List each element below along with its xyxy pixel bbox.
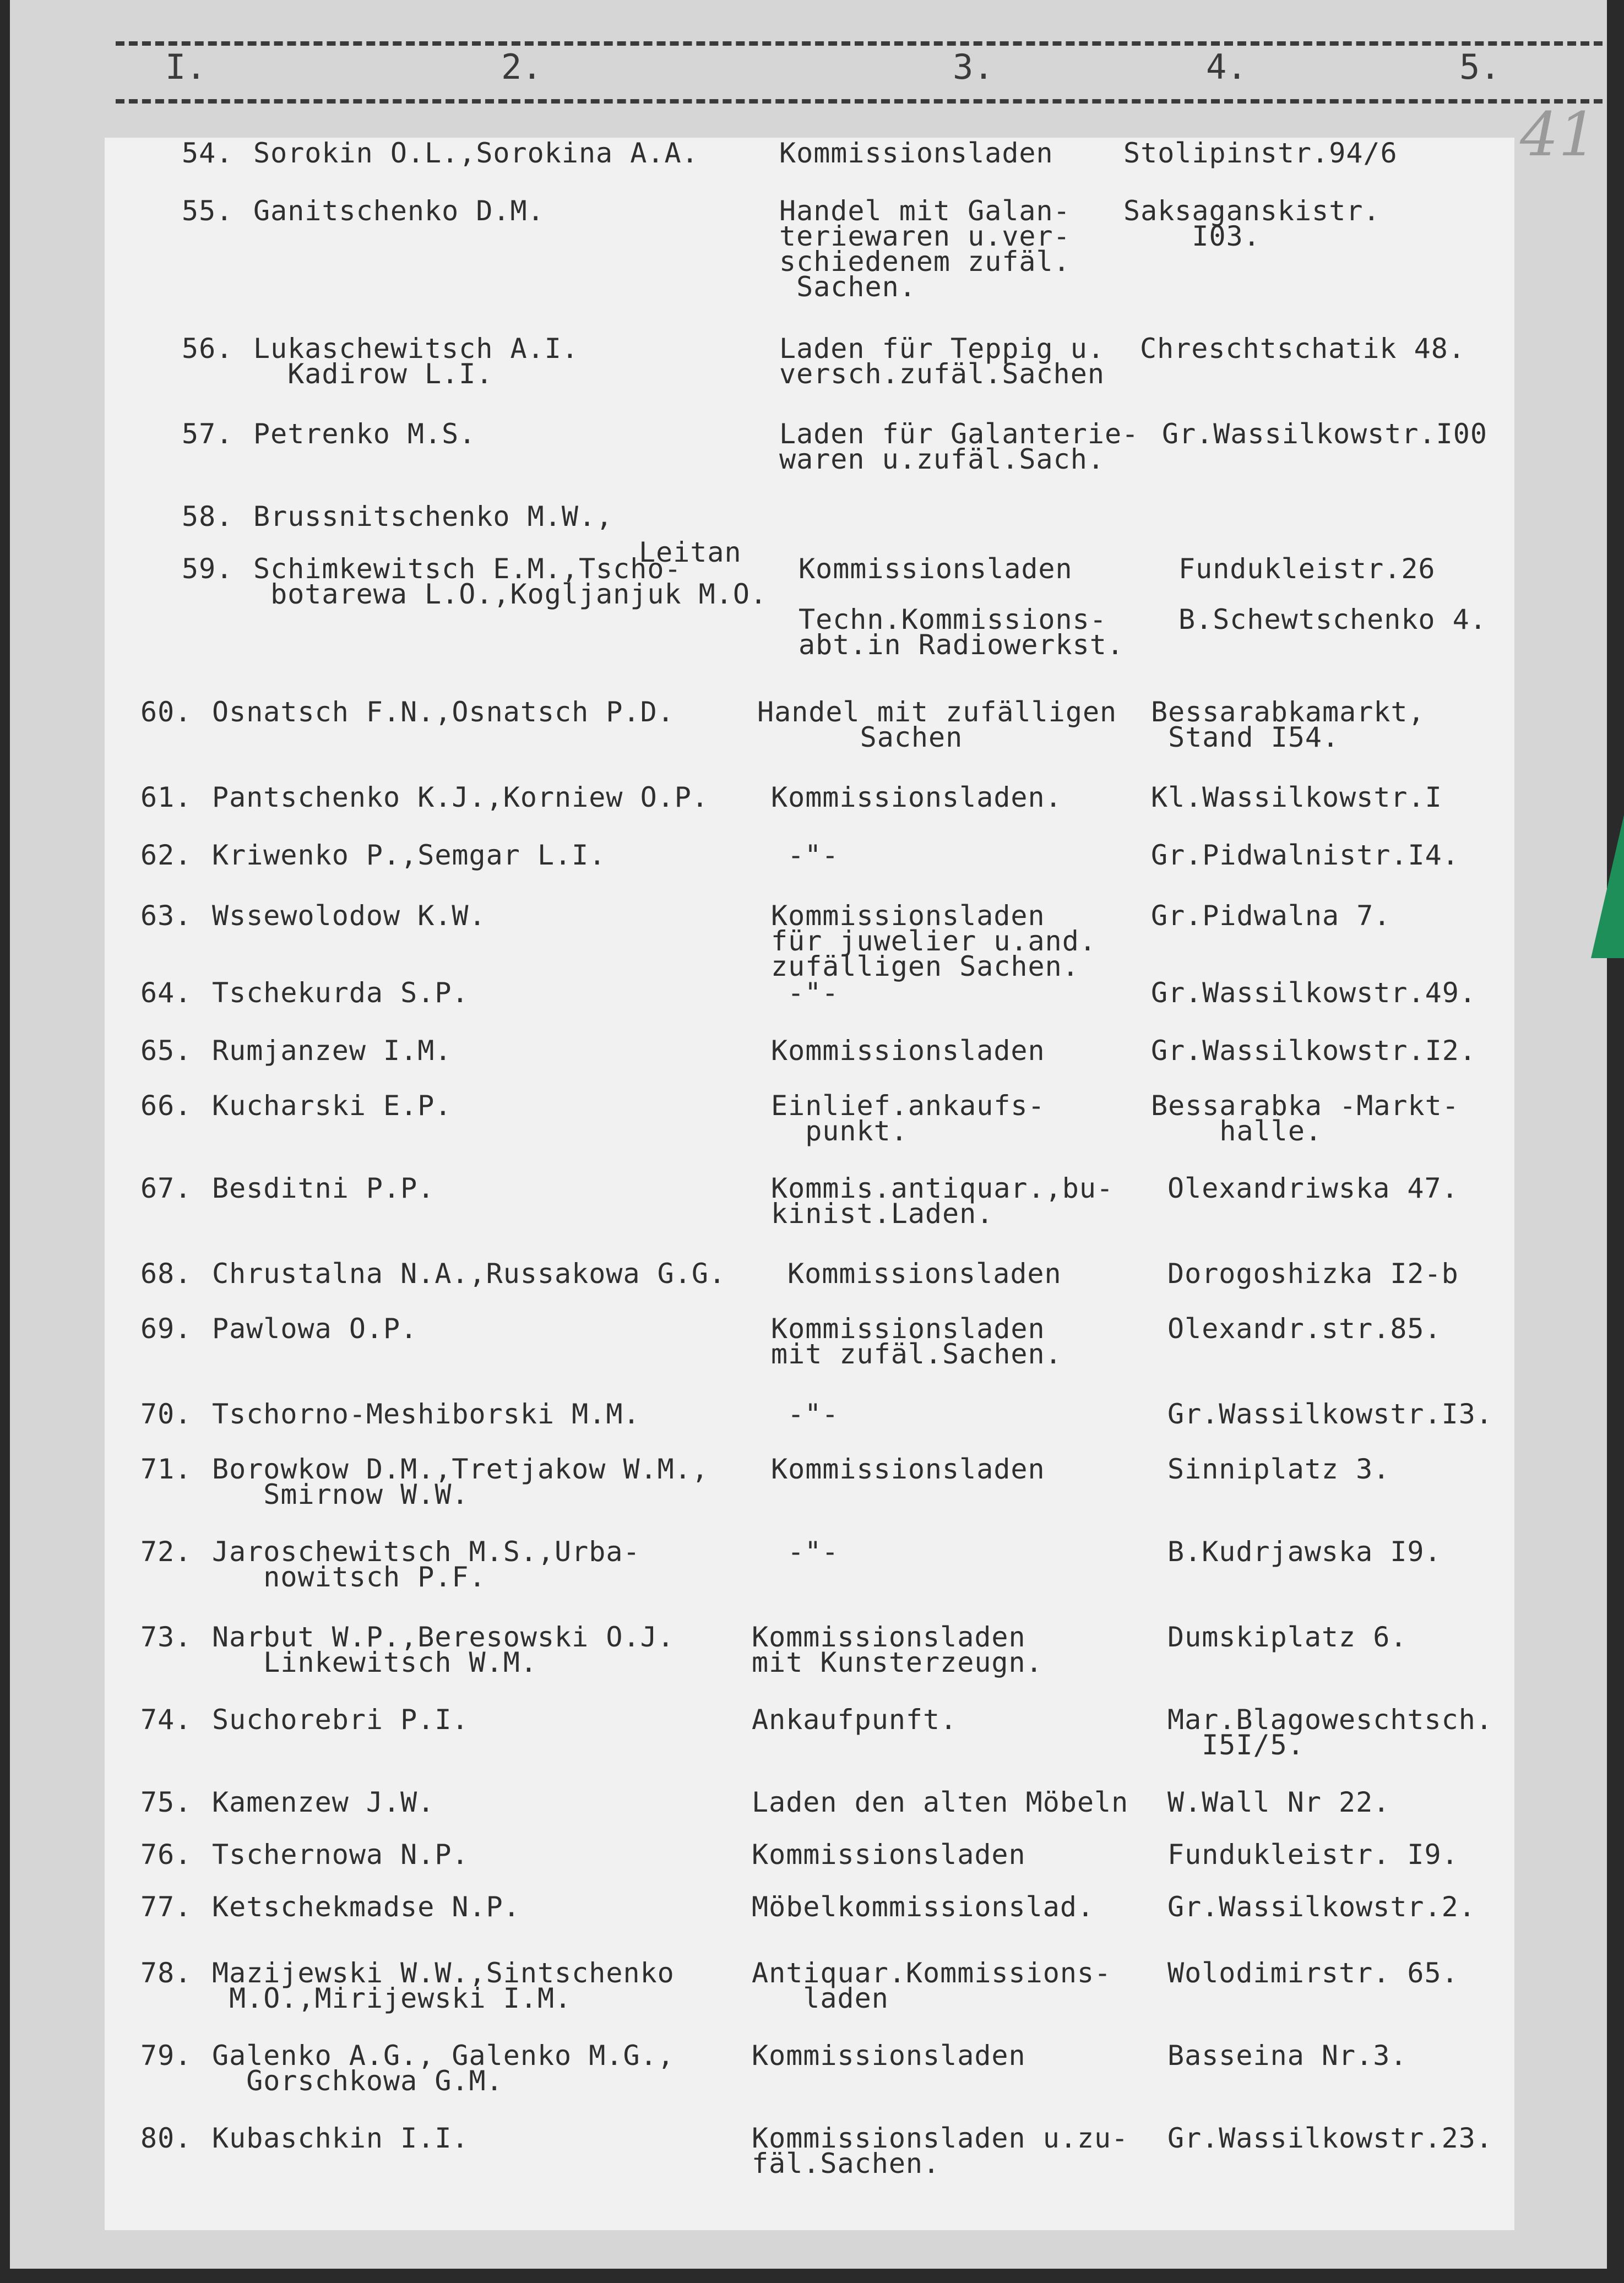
entry-business: Kommis.antiquar.,bu- kinist.Laden. <box>771 1172 1114 1230</box>
entry-name: Sorokin O.L.,Sorokina A.A. <box>253 137 699 169</box>
column-header-1: I. <box>165 47 207 87</box>
entry-number: 62. <box>140 839 192 871</box>
entry-business: Laden für Teppig u. versch.zufäl.Sachen <box>779 333 1105 390</box>
entry-name: Kamenzew J.W. <box>212 1786 435 1818</box>
entry-business: Möbelkommissionslad. <box>752 1891 1095 1923</box>
entry-name: Besditni P.P. <box>212 1172 435 1204</box>
entry-business: -"- <box>787 839 839 871</box>
entry-number: 68. <box>140 1258 192 1290</box>
entry-address: Gr.Wassilkowstr.I3. <box>1167 1398 1493 1430</box>
entry-name: Borowkow D.M.,Tretjakow W.M., Smirnow W.W. <box>212 1453 709 1510</box>
entry-number: 58. <box>182 501 233 532</box>
entry-address: Mar.Blagoweschtsch. I5I/5. <box>1167 1704 1493 1761</box>
entry-business: Kommissionsladen für juwelier u.and. zufälligen Sachen. <box>771 900 1096 982</box>
entry-name: Petrenko M.S. <box>253 418 476 450</box>
entry-business: Laden den alten Möbeln <box>752 1786 1129 1818</box>
entry-number: 77. <box>140 1891 192 1923</box>
entry-business: -"- <box>787 1398 839 1430</box>
entry-business: Ankaufpunft. <box>752 1704 958 1736</box>
entry-address: Sinniplatz 3. <box>1167 1453 1391 1485</box>
entry-business: -"- <box>787 977 839 1009</box>
entry-name: Pawlowa O.P. <box>212 1313 418 1345</box>
entry-name: Galenko A.G., Galenko M.G., Gorschkowa G.M. <box>212 2040 675 2097</box>
entry-business: Kommissionsladen <box>752 2040 1026 2072</box>
entry-address: Gr.Wassilkowstr.23. <box>1167 2122 1493 2154</box>
entry-address: Gr.Wassilkowstr.I00 <box>1162 418 1487 450</box>
entry-business: Kommissionsladen <box>752 1839 1026 1871</box>
entry-name: Mazijewski W.W.,Sintschenko M.O.,Mirijewski I.M. <box>212 1957 675 2014</box>
entry-number: 56. <box>182 333 233 365</box>
entry-address: Fundukleistr.26 B.Schewtschenko 4. <box>1178 553 1487 635</box>
entry-number: 55. <box>182 195 233 227</box>
entry-number: 79. <box>140 2040 192 2072</box>
entry-address: Stolipinstr.94/6 <box>1123 137 1398 169</box>
entry-number: 76. <box>140 1839 192 1871</box>
column-header-3: 3. <box>953 47 994 87</box>
entry-address: Bessarabkamarkt, Stand I54. <box>1151 696 1425 753</box>
entry-name: Ganitschenko D.M. <box>253 195 545 227</box>
entry-business: Kommissionsladen <box>779 137 1053 169</box>
entry-address: Saksaganskistr. I03. <box>1123 195 1381 252</box>
entry-number: 59. <box>182 553 233 585</box>
entry-name: Kucharski E.P. <box>212 1090 452 1122</box>
entry-address: Gr.Wassilkowstr.49. <box>1151 977 1476 1009</box>
entry-number: 66. <box>140 1090 192 1122</box>
entry-name: Tschernowa N.P. <box>212 1839 469 1871</box>
overlay-label: Leitan <box>639 536 742 568</box>
entry-address: Gr.Pidwalna 7. <box>1151 900 1391 932</box>
entry-name: Kubaschkin I.I. <box>212 2122 469 2154</box>
column-header-2: 2. <box>501 47 542 87</box>
entry-number: 75. <box>140 1786 192 1818</box>
entry-number: 54. <box>182 137 233 169</box>
entry-address: B.Kudrjawska I9. <box>1167 1536 1442 1568</box>
entry-address: Fundukleistr. I9. <box>1167 1839 1459 1871</box>
entry-address: Gr.Pidwalnistr.I4. <box>1151 839 1459 871</box>
entry-number: 80. <box>140 2122 192 2154</box>
entry-address: Dorogoshizka I2-b <box>1167 1258 1459 1290</box>
entry-business: Kommissionsladen u.zu- fäl.Sachen. <box>752 2122 1129 2179</box>
entry-address: Bessarabka -Markt- halle. <box>1151 1090 1459 1147</box>
entry-name: Wssewolodow K.W. <box>212 900 486 932</box>
entry-number: 67. <box>140 1172 192 1204</box>
entry-name: Chrustalna N.A.,Russakowa G.G. <box>212 1258 726 1290</box>
entry-number: 78. <box>140 1957 192 1989</box>
entry-number: 74. <box>140 1704 192 1736</box>
entry-address: Olexandriwska 47. <box>1167 1172 1459 1204</box>
header-dashed-line-bottom <box>116 99 1603 104</box>
entry-name: Osnatsch F.N.,Osnatsch P.D. <box>212 696 675 728</box>
entry-number: 71. <box>140 1453 192 1485</box>
entry-name: Lukaschewitsch A.I. Kadirow L.I. <box>253 333 579 390</box>
entry-number: 72. <box>140 1536 192 1568</box>
entry-number: 70. <box>140 1398 192 1430</box>
entry-business: Einlief.ankaufs- punkt. <box>771 1090 1045 1147</box>
entry-address: Dumskiplatz 6. <box>1167 1621 1408 1653</box>
entry-number: 63. <box>140 900 192 932</box>
entry-name: Schimkewitsch E.M.,Tscho- botarewa L.O.,Kogljanjuk M.O. <box>253 553 768 610</box>
page-number-mark: 41 <box>1520 99 1597 170</box>
entry-number: 57. <box>182 418 233 450</box>
entry-business: Kommissionsladen mit zufäl.Sachen. <box>771 1313 1062 1370</box>
entry-address: Chreschtschatik 48. <box>1140 333 1465 365</box>
entry-business: -"- <box>787 1536 839 1568</box>
entry-address: Basseina Nr.3. <box>1167 2040 1408 2072</box>
entry-name: Suchorebri P.I. <box>212 1704 469 1736</box>
entry-name: Brussnitschenko M.W., <box>253 501 613 532</box>
entry-name: Narbut W.P.,Beresowski O.J. Linkewitsch W.M. <box>212 1621 675 1678</box>
entry-business: Kommissionsladen mit Kunsterzeugn. <box>752 1621 1043 1678</box>
entry-name: Ketschekmadse N.P. <box>212 1891 520 1923</box>
entry-business: Kommissionsladen <box>787 1258 1062 1290</box>
entry-business: Kommissionsladen <box>771 1035 1045 1067</box>
entry-number: 60. <box>140 696 192 728</box>
column-header-5: 5. <box>1459 47 1501 87</box>
entry-number: 73. <box>140 1621 192 1653</box>
entry-name: Pantschenko K.J.,Korniew O.P. <box>212 781 709 813</box>
entry-number: 64. <box>140 977 192 1009</box>
entry-address: Gr.Wassilkowstr.2. <box>1167 1891 1476 1923</box>
entry-address: W.Wall Nr 22. <box>1167 1786 1391 1818</box>
entry-number: 69. <box>140 1313 192 1345</box>
entry-name: Tschekurda S.P. <box>212 977 469 1009</box>
entry-number: 61. <box>140 781 192 813</box>
entry-address: Olexandr.str.85. <box>1167 1313 1442 1345</box>
header-dashed-line-top <box>116 41 1603 46</box>
entry-number: 65. <box>140 1035 192 1067</box>
entry-address: Gr.Wassilkowstr.I2. <box>1151 1035 1476 1067</box>
entry-business: Kommissionsladen. <box>771 781 1062 813</box>
entry-business: Handel mit Galan- teriewaren u.ver- schiedenem zufäl. Sachen. <box>779 195 1071 303</box>
entry-address: Kl.Wassilkowstr.I <box>1151 781 1442 813</box>
entry-business: Kommissionsladen <box>771 1453 1045 1485</box>
entry-name: Tschorno-Meshiborski M.M. <box>212 1398 640 1430</box>
entry-business: Antiquar.Kommissions- laden <box>752 1957 1112 2014</box>
entry-business: Handel mit zufälligen Sachen <box>757 696 1117 753</box>
entry-business: Laden für Galanterie- waren u.zufäl.Sach. <box>779 418 1139 475</box>
entry-address: Wolodimirstr. 65. <box>1167 1957 1459 1989</box>
entry-name: Kriwenko P.,Semgar L.I. <box>212 839 606 871</box>
entry-name: Rumjanzew I.M. <box>212 1035 452 1067</box>
column-header-4: 4. <box>1206 47 1247 87</box>
entry-business: Kommissionsladen Techn.Kommissions- abt.in Radiowerkst. <box>799 553 1124 661</box>
entry-name: Jaroschewitsch M.S.,Urba- nowitsch P.F. <box>212 1536 640 1593</box>
